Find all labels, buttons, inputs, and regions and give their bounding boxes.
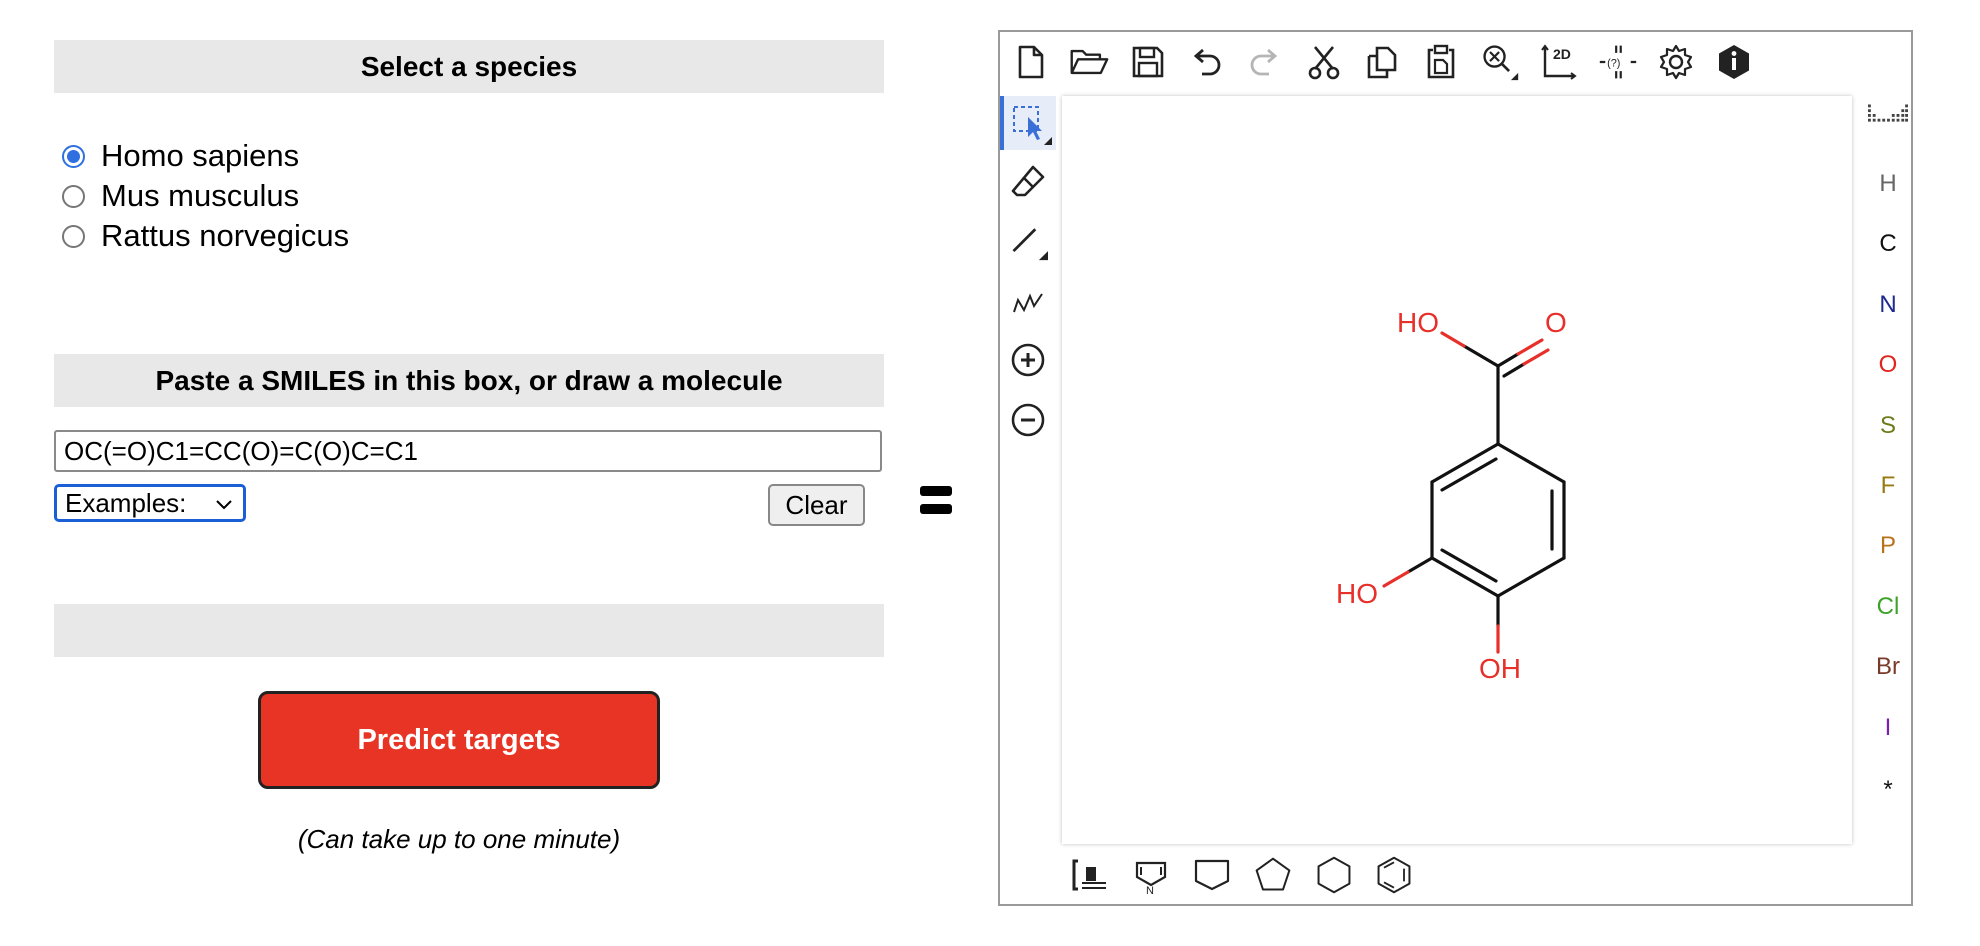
bond <box>1408 558 1432 572</box>
layout-2d-icon[interactable] <box>1539 42 1579 82</box>
atom-button-s[interactable]: S <box>1879 412 1896 439</box>
bond-icon[interactable] <box>1008 222 1048 262</box>
eraser-icon[interactable] <box>1008 162 1048 202</box>
cut-icon[interactable] <box>1304 42 1344 82</box>
atom-button-h[interactable]: H <box>1879 170 1897 197</box>
species-option-label: Mus musculus <box>101 178 300 213</box>
molecule-editor <box>998 30 1913 906</box>
atom-button-cl[interactable]: Cl <box>1876 593 1900 620</box>
info-icon[interactable] <box>1714 42 1754 82</box>
charge-minus-icon[interactable] <box>1008 400 1048 440</box>
predict-targets-button[interactable]: Predict targets <box>258 691 660 789</box>
atom-button-any[interactable]: * <box>1883 776 1893 803</box>
equals-icon <box>920 486 952 516</box>
pyrrole-icon[interactable] <box>1131 855 1171 895</box>
redo-icon[interactable] <box>1245 42 1285 82</box>
radio-homo-sapiens[interactable] <box>62 145 85 168</box>
bond <box>1442 459 1496 490</box>
bond <box>1442 550 1496 581</box>
atom-label[interactable]: O <box>1545 307 1567 338</box>
bond <box>1384 572 1408 586</box>
svg-text:N: N <box>1146 885 1154 895</box>
species-option-homo-sapiens[interactable] <box>62 136 349 176</box>
species-option-rattus-norvegicus[interactable] <box>62 216 349 256</box>
atom-button-p[interactable]: P <box>1879 532 1896 559</box>
query-bond-icon[interactable] <box>1598 42 1638 82</box>
radio-rattus-norvegicus[interactable] <box>62 225 85 248</box>
molecule-structure <box>1062 96 1852 844</box>
clear-button[interactable]: Clear <box>768 484 865 526</box>
drawing-canvas[interactable] <box>1062 96 1852 844</box>
chain-icon[interactable] <box>1008 282 1048 322</box>
atom-label[interactable]: OH <box>1479 653 1521 684</box>
bond <box>1498 558 1564 596</box>
svg-text:2D: 2D <box>1553 46 1571 62</box>
chevron-down-icon <box>215 495 233 516</box>
benzene-icon[interactable] <box>1374 855 1414 895</box>
paste-icon[interactable] <box>1421 42 1461 82</box>
atom-button-i[interactable]: I <box>1884 714 1892 741</box>
bond <box>1464 346 1498 366</box>
cyclobutane-icon[interactable] <box>1192 855 1232 895</box>
bond <box>1504 364 1524 376</box>
results-section-header <box>54 604 884 657</box>
atom-button-c[interactable]: C <box>1879 230 1897 257</box>
species-option-mus-musculus[interactable] <box>62 176 349 216</box>
template-icon[interactable] <box>1070 855 1110 895</box>
species-section-header: Select a species <box>54 40 884 93</box>
atom-label[interactable]: HO <box>1336 578 1378 609</box>
copy-icon[interactable] <box>1362 42 1402 82</box>
open-icon[interactable] <box>1069 42 1109 82</box>
atom-label[interactable]: HO <box>1397 307 1439 338</box>
bond <box>1518 340 1542 354</box>
smiles-input[interactable] <box>54 430 882 472</box>
atom-button-br[interactable]: Br <box>1876 653 1900 680</box>
periodic-table-icon[interactable] <box>1868 94 1908 134</box>
bond <box>1498 444 1564 482</box>
charge-plus-icon[interactable] <box>1008 340 1048 380</box>
radio-mus-musculus[interactable] <box>62 185 85 208</box>
atom-button-f[interactable]: F <box>1880 472 1896 499</box>
predict-note: (Can take up to one minute) <box>297 824 621 854</box>
new-file-icon[interactable] <box>1010 42 1050 82</box>
bond <box>1524 350 1548 364</box>
select-icon[interactable] <box>1000 96 1056 150</box>
species-radio-group <box>62 136 349 256</box>
atom-button-o[interactable]: O <box>1878 351 1898 378</box>
cyclopentane-icon[interactable] <box>1253 855 1293 895</box>
examples-dropdown-label: Examples: <box>65 487 187 518</box>
undo-icon[interactable] <box>1186 42 1226 82</box>
examples-dropdown[interactable] <box>54 484 246 522</box>
svg-text:(?): (?) <box>1607 57 1621 70</box>
zoom-clear-icon[interactable] <box>1480 42 1520 82</box>
species-option-label: Rattus norvegicus <box>101 218 350 253</box>
bond <box>1442 333 1464 346</box>
cyclohexane-icon[interactable] <box>1314 855 1354 895</box>
smiles-section-header: Paste a SMILES in this box, or draw a molecule <box>54 354 884 407</box>
save-icon[interactable] <box>1128 42 1168 82</box>
species-option-label: Homo sapiens <box>101 138 300 173</box>
settings-icon[interactable] <box>1656 42 1696 82</box>
atom-button-n[interactable]: N <box>1879 291 1897 318</box>
bond <box>1498 354 1518 366</box>
